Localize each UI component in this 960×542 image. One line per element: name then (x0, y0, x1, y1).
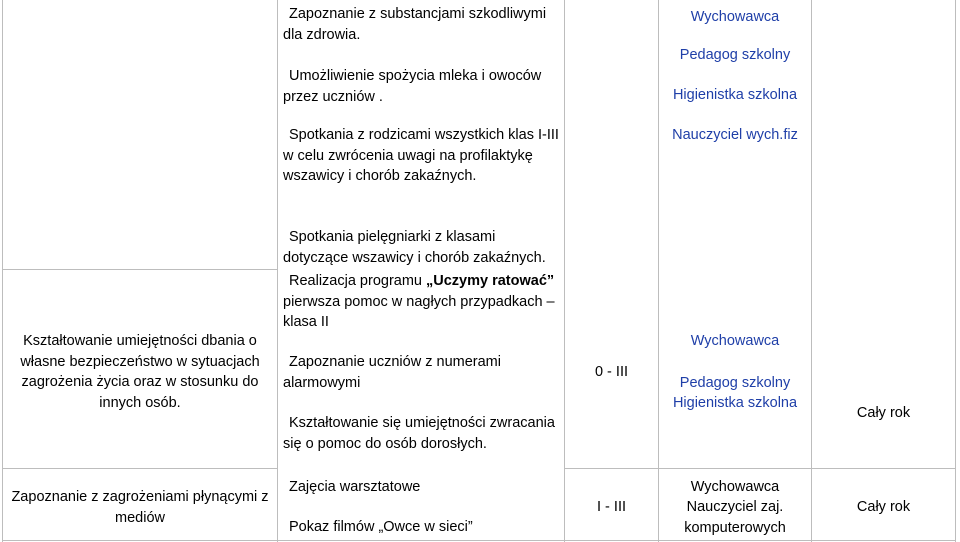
responsible-nauczyciel-wf: Nauczyciel wych.fiz (672, 127, 798, 143)
activity-first-aid-program: Realizacja programu „Uczymy ratować” pierwsza pomoc w nagłych przypadkach – klasa II (283, 273, 555, 330)
column-divider (277, 0, 278, 542)
row-divider (564, 468, 955, 469)
responsible-pedagog: Pedagog szkolny (679, 375, 791, 391)
row-divider (2, 269, 277, 270)
column-divider (811, 0, 812, 542)
activity-nurse-meetings: Spotkania pielęgniarki z klasami dotyczące wszawicy i chorób zakaźnych. (283, 229, 546, 266)
activity-film-show: Pokaz filmów „Owce w sieci” (289, 519, 473, 535)
table-border-left (2, 0, 3, 542)
activity-milk-fruit: Umożliwienie spożycia mleka i owoców przez uczniów . (283, 68, 542, 105)
activity-substances: Zapoznanie z substancjami szkodliwymi dla zdrowia. (283, 6, 547, 43)
column-divider (564, 0, 565, 542)
responsible-wychowawca: Wychowawca (690, 9, 780, 25)
responsible-nauczyciel-komputer: Nauczyciel zaj. komputerowych (684, 499, 786, 536)
goal-safety-skills: Kształtowanie umiejętności dbania o własne bezpieczeństwo w sytuacjach zagrożenia życia oraz w stosunku do innych osób. (20, 333, 260, 411)
responsible-wychowawca: Wychowawca (690, 479, 780, 495)
table-border-right (955, 0, 956, 542)
classes-range: 0 - III (594, 364, 629, 380)
responsible-higienistka: Higienistka szkolna (672, 395, 798, 411)
activity-parent-meetings: Spotkania z rodzicami wszystkich klas I-III w celu zwrócenia uwagi na profilaktykę wszawicy i chorób zakaźnych. (283, 127, 559, 184)
program-name: „Uczymy ratować” (426, 273, 555, 289)
activity-workshops: Zajęcia warsztatowe (289, 479, 421, 495)
column-divider (658, 0, 659, 542)
table-border-bottom (2, 540, 955, 541)
responsible-higienistka: Higienistka szkolna (672, 87, 798, 103)
activity-asking-help: Kształtowanie się umiejętności zwracania się o pomoc do osób dorosłych. (283, 415, 555, 452)
term: Cały rok (856, 499, 911, 515)
responsible-wychowawca: Wychowawca (690, 333, 780, 349)
term: Cały rok (856, 405, 911, 421)
row-divider (2, 468, 277, 469)
responsible-pedagog: Pedagog szkolny (679, 47, 791, 63)
goal-media-threats: Zapoznanie z zagrożeniami płynącymi z mediów (11, 489, 269, 526)
classes-range: I - III (597, 499, 626, 515)
activity-alarm-numbers: Zapoznanie uczniów z numerami alarmowymi (283, 354, 501, 391)
